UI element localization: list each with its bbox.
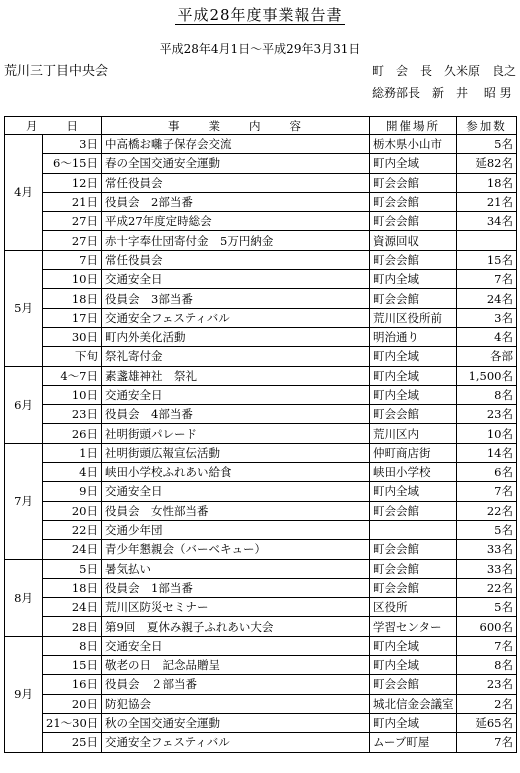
header-venue: 開催場所 [370,117,457,135]
table-row [5,270,517,289]
event-cell: 秋の全国交通安全運動 [102,713,370,732]
day-cell: 8日 [43,636,102,655]
day-cell: 21日 [43,192,102,211]
venue-cell: 町会会館 [370,578,457,597]
venue-cell: 町内全域 [370,270,457,289]
table-row [5,501,517,520]
day-cell: 22日 [43,520,102,539]
day-cell: 24日 [43,598,102,617]
event-cell: 防犯協会 [102,694,370,713]
event-cell: 役員会 女性部当番 [102,501,370,520]
event-cell: 役員会 4部当番 [102,405,370,424]
event-cell: 赤十字奉仕団寄付金 5万円納金 [102,231,370,250]
venue-cell: 町会会館 [370,289,457,308]
event-cell: 社明街頭広報宣伝活動 [102,443,370,462]
table-row [5,173,517,192]
count-cell: 15名 [457,250,517,269]
count-cell: 34名 [457,212,517,231]
day-cell: 16日 [43,675,102,694]
day-cell: 10日 [43,270,102,289]
header-event: 事 業 内 容 [102,117,370,135]
count-cell: 21名 [457,192,517,211]
venue-cell: 町内全域 [370,636,457,655]
month-cell: 7月 [5,443,43,559]
month-cell: 6月 [5,366,43,443]
count-cell: 18名 [457,173,517,192]
report-title: 平成28年度事業報告書 [177,6,343,24]
event-cell: 平成27年度定時総会 [102,212,370,231]
venue-cell: 城北信金会議室 [370,694,457,713]
event-cell: 中高橋お囃子保存会交流 [102,135,370,154]
venue-cell: 町会会館 [370,501,457,520]
officer-line [372,82,516,104]
day-cell: 10日 [43,385,102,404]
event-cell: 交通安全フェスティバル [102,733,370,752]
count-cell: 8名 [457,656,517,675]
table-row [5,327,517,346]
venue-cell: 荒川区役所前 [370,308,457,327]
table-row [5,443,517,462]
venue-cell: 町会会館 [370,405,457,424]
table-row [5,675,517,694]
venue-cell: 資源回収 [370,231,457,250]
officer-role: 総務部長 [372,86,421,100]
count-cell: 5名 [457,520,517,539]
day-cell: 21～30日 [43,713,102,732]
event-cell: 交通安全日 [102,385,370,404]
count-cell: 各部 [457,347,517,366]
day-cell: 6～15日 [43,154,102,173]
count-cell: 延82名 [457,154,517,173]
event-cell: 役員会 1部当番 [102,578,370,597]
venue-cell: 町会会館 [370,675,457,694]
event-cell: 青少年懇親会（バーベキュー） [102,540,370,559]
table-row [5,308,517,327]
day-cell: 18日 [43,289,102,308]
venue-cell: 学習センター [370,617,457,636]
table-row [5,135,517,154]
event-cell: 敬老の日 記念品贈呈 [102,656,370,675]
event-cell: 常任役員会 [102,173,370,192]
venue-cell: 町内全域 [370,366,457,385]
header-count: 参加数 [457,117,517,135]
count-cell: 3名 [457,308,517,327]
count-cell [457,231,517,250]
venue-cell: 町会会館 [370,540,457,559]
event-cell: 春の全国交通安全運動 [102,154,370,173]
table-row [5,636,517,655]
venue-cell: 仲町商店街 [370,443,457,462]
officer-name: 新 井 昭 男 [432,86,512,100]
count-cell: 7名 [457,482,517,501]
count-cell: 5名 [457,598,517,617]
day-cell: 下旬 [43,347,102,366]
table-row [5,385,517,404]
count-cell: 33名 [457,540,517,559]
table-body [5,135,517,753]
venue-cell: 町内全域 [370,713,457,732]
count-cell: 7名 [457,733,517,752]
table-row [5,598,517,617]
count-cell: 8名 [457,385,517,404]
event-cell: 祭礼寄付金 [102,347,370,366]
day-cell: 20日 [43,694,102,713]
officer-line [372,60,516,82]
report-period: 平成28年4月1日～平成29年3月31日 [159,42,361,56]
venue-cell: 峡田小学校 [370,463,457,482]
day-cell: 20日 [43,501,102,520]
venue-cell: 町内全域 [370,347,457,366]
venue-cell: 町会会館 [370,250,457,269]
count-cell: 24名 [457,289,517,308]
count-cell: 1,500名 [457,366,517,385]
day-cell: 30日 [43,327,102,346]
table-row [5,250,517,269]
event-cell: 峡田小学校ふれあい給食 [102,463,370,482]
day-cell: 24日 [43,540,102,559]
venue-cell: 区役所 [370,598,457,617]
day-cell: 4日 [43,463,102,482]
count-cell: 7名 [457,270,517,289]
event-cell: 暑気払い [102,559,370,578]
venue-cell: ムーブ町屋 [370,733,457,752]
event-cell: 交通安全日 [102,270,370,289]
organization-name: 荒川三丁目中央会 [4,64,109,79]
count-cell: 23名 [457,405,517,424]
activity-table [4,116,517,753]
month-cell: 8月 [5,559,43,636]
table-row [5,212,517,231]
event-cell: 交通少年団 [102,520,370,539]
venue-cell: 町内全域 [370,385,457,404]
table-row [5,154,517,173]
table-row [5,405,517,424]
day-cell: 17日 [43,308,102,327]
count-cell: 33名 [457,559,517,578]
table-row [5,347,517,366]
venue-cell: 町内全域 [370,482,457,501]
table-header-row [5,117,517,135]
venue-cell: 町会会館 [370,559,457,578]
day-cell: 15日 [43,656,102,675]
count-cell: 延65名 [457,713,517,732]
count-cell: 23名 [457,675,517,694]
officers-block [372,60,516,104]
event-cell: 役員会 3部当番 [102,289,370,308]
event-cell: 交通安全日 [102,482,370,501]
table-row [5,424,517,443]
table-row [5,463,517,482]
table-row [5,559,517,578]
event-cell: 第9回 夏休み親子ふれあい大会 [102,617,370,636]
count-cell: 14名 [457,443,517,462]
count-cell: 5名 [457,135,517,154]
event-cell: 素盞雄神社 祭礼 [102,366,370,385]
day-cell: 27日 [43,212,102,231]
table-row [5,289,517,308]
table-row [5,540,517,559]
day-cell: 4～7日 [43,366,102,385]
event-cell: 交通安全フェスティバル [102,308,370,327]
day-cell: 23日 [43,405,102,424]
day-cell: 27日 [43,231,102,250]
event-cell: 役員会 2部当番 [102,192,370,211]
day-cell: 18日 [43,578,102,597]
count-cell: 22名 [457,501,517,520]
day-cell: 1日 [43,443,102,462]
venue-cell: 荒川区内 [370,424,457,443]
count-cell: 7名 [457,636,517,655]
day-cell: 5日 [43,559,102,578]
count-cell: 600名 [457,617,517,636]
event-cell: 荒川区防災セミナー [102,598,370,617]
officer-name: 久米原 良之 [444,64,517,78]
venue-cell: 町内全域 [370,154,457,173]
day-cell: 25日 [43,733,102,752]
venue-cell: 町会会館 [370,192,457,211]
venue-cell [370,520,457,539]
venue-cell: 町内全域 [370,656,457,675]
count-cell: 4名 [457,327,517,346]
day-cell: 3日 [43,135,102,154]
table-row [5,366,517,385]
table-row [5,578,517,597]
venue-cell: 町会会館 [370,212,457,231]
table-row [5,482,517,501]
table-row [5,733,517,752]
venue-cell: 栃木県小山市 [370,135,457,154]
table-row [5,192,517,211]
table-row [5,713,517,732]
month-cell: 4月 [5,135,43,251]
venue-cell: 明治通り [370,327,457,346]
table-row [5,231,517,250]
count-cell: 22名 [457,578,517,597]
day-cell: 9日 [43,482,102,501]
event-cell: 交通安全日 [102,636,370,655]
month-cell: 9月 [5,636,43,752]
table-row [5,520,517,539]
day-cell: 12日 [43,173,102,192]
event-cell: 町内外美化活動 [102,327,370,346]
count-cell: 2名 [457,694,517,713]
event-cell: 社明街頭パレード [102,424,370,443]
table-row [5,694,517,713]
venue-cell: 町会会館 [370,173,457,192]
table-row [5,656,517,675]
count-cell: 10名 [457,424,517,443]
table-row [5,617,517,636]
header-month-day: 月 日 [5,117,102,135]
day-cell: 28日 [43,617,102,636]
count-cell: 6名 [457,463,517,482]
day-cell: 7日 [43,250,102,269]
month-cell: 5月 [5,250,43,366]
officer-role: 町 会 長 [372,64,433,78]
event-cell: 役員会 ２部当番 [102,675,370,694]
event-cell: 常任役員会 [102,250,370,269]
day-cell: 26日 [43,424,102,443]
